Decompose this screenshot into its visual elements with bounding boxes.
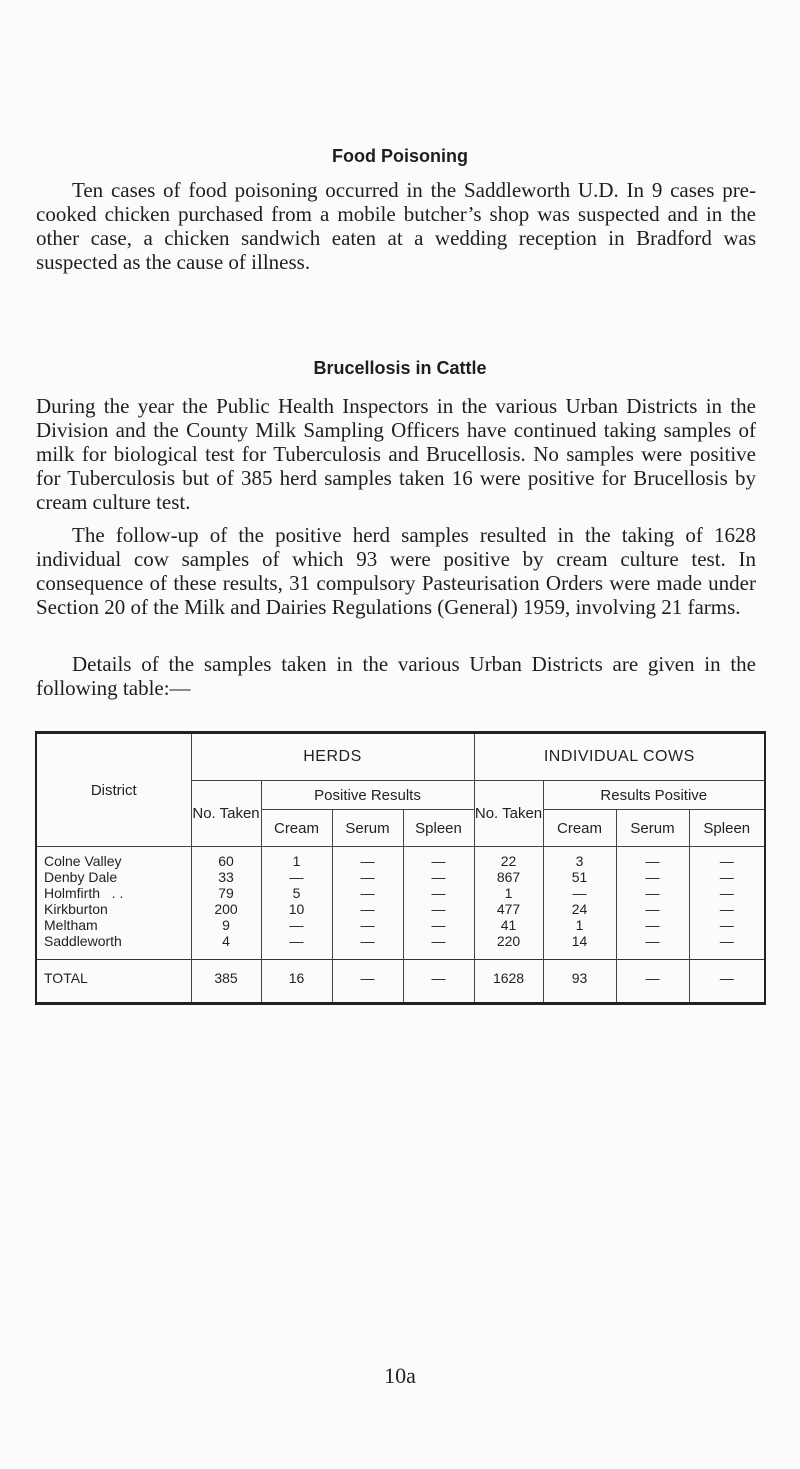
cows-spleen: — xyxy=(689,847,765,870)
district-name: Saddleworth xyxy=(36,933,191,960)
table-row xyxy=(36,847,765,870)
herds-cream: — xyxy=(261,869,332,885)
table-row xyxy=(36,933,765,960)
herds-cream: — xyxy=(261,917,332,933)
herds-spleen: — xyxy=(403,917,474,933)
brucellosis-paragraph-2: The follow-up of the positive herd samples resulted in the taking of 1628 individual cow samples of which 93 were positive by cream culture test. In consequence of these results, 31 compulsory Pasteurisation Orders were made under Section 20 of the Milk and Dairies Regulations (General) 1959, involving 21 farms. xyxy=(36,523,756,619)
total-herds-spleen: — xyxy=(403,960,474,1004)
herds-cream: 5 xyxy=(261,885,332,901)
cows-taken: 867 xyxy=(474,869,543,885)
cows-cream: — xyxy=(543,885,616,901)
cows-spleen-header: Spleen xyxy=(689,810,765,847)
cows-serum: — xyxy=(616,869,689,885)
food-poisoning-paragraph: Ten cases of food poisoning occurred in the Saddleworth U.D. In 9 cases pre-cooked chicken purchased from a mobile butcher’s shop was suspected and in the other case, a chicken sandwich eaten at a wedding reception in Bradford was suspected as the cause of illness. xyxy=(36,178,756,274)
samples-table xyxy=(35,731,766,1005)
herds-no-taken-header: No. Taken xyxy=(191,781,261,847)
herds-cream: 10 xyxy=(261,901,332,917)
cows-taken: 220 xyxy=(474,933,543,960)
table-row xyxy=(36,885,765,901)
herds-serum: — xyxy=(332,885,403,901)
table-row xyxy=(36,917,765,933)
cows-taken: 477 xyxy=(474,901,543,917)
brucellosis-paragraph-3: Details of the samples taken in the various Urban Districts are given in the following table:— xyxy=(36,652,756,700)
herds-spleen: — xyxy=(403,847,474,870)
herds-spleen: — xyxy=(403,933,474,960)
district-name: Holmfirth . . xyxy=(36,885,191,901)
herds-spleen: — xyxy=(403,901,474,917)
district-name: Denby Dale xyxy=(36,869,191,885)
total-cows-cream: 93 xyxy=(543,960,616,1004)
cows-spleen: — xyxy=(689,917,765,933)
individual-cows-header: INDIVIDUAL COWS xyxy=(474,733,765,781)
herds-serum: — xyxy=(332,901,403,917)
brucellosis-paragraph-1: During the year the Public Health Inspectors in the various Urban Districts in the Division and the County Milk Sampling Officers have continued taking samples of milk for biological test for Tuberculosis and Brucellosis. No samples were positive for Tuberculosis but of 385 herd samples taken 16 were positive for Brucellosis by cream culture test. xyxy=(36,394,756,514)
page-number: 10a xyxy=(384,1363,416,1388)
total-cows-spleen: — xyxy=(689,960,765,1004)
cows-results-positive-header: Results Positive xyxy=(543,781,765,810)
cows-serum-header: Serum xyxy=(616,810,689,847)
herds-cream: — xyxy=(261,933,332,960)
cows-serum: — xyxy=(616,933,689,960)
herds-serum: — xyxy=(332,869,403,885)
herds-spleen: — xyxy=(403,885,474,901)
cows-cream: 51 xyxy=(543,869,616,885)
herds-serum: — xyxy=(332,847,403,870)
herds-spleen: — xyxy=(403,869,474,885)
cows-spleen: — xyxy=(689,933,765,960)
district-name: Colne Valley xyxy=(36,847,191,870)
cows-serum: — xyxy=(616,917,689,933)
total-herds-taken: 385 xyxy=(191,960,261,1004)
cows-taken: 1 xyxy=(474,885,543,901)
herds-cream: 1 xyxy=(261,847,332,870)
total-herds-serum: — xyxy=(332,960,403,1004)
total-herds-cream: 16 xyxy=(261,960,332,1004)
district-name: Meltham xyxy=(36,917,191,933)
cows-cream: 3 xyxy=(543,847,616,870)
cows-cream: 14 xyxy=(543,933,616,960)
total-label: TOTAL xyxy=(36,960,191,1004)
food-poisoning-heading: Food Poisoning xyxy=(332,146,468,166)
herds-taken: 200 xyxy=(191,901,261,917)
brucellosis-heading: Brucellosis in Cattle xyxy=(313,358,487,378)
herds-serum: — xyxy=(332,917,403,933)
herds-serum: — xyxy=(332,933,403,960)
herds-taken: 33 xyxy=(191,869,261,885)
herds-taken: 79 xyxy=(191,885,261,901)
cows-spleen: — xyxy=(689,869,765,885)
cows-cream-header: Cream xyxy=(543,810,616,847)
herds-serum-header: Serum xyxy=(332,810,403,847)
cows-taken: 41 xyxy=(474,917,543,933)
cows-serum: — xyxy=(616,847,689,870)
district-header: District xyxy=(36,733,191,847)
district-name: Kirkburton xyxy=(36,901,191,917)
cows-cream: 24 xyxy=(543,901,616,917)
cows-cream: 1 xyxy=(543,917,616,933)
cows-serum: — xyxy=(616,901,689,917)
cows-spleen: — xyxy=(689,901,765,917)
herds-taken: 60 xyxy=(191,847,261,870)
herds-cream-header: Cream xyxy=(261,810,332,847)
total-row xyxy=(36,960,765,1004)
cows-spleen: — xyxy=(689,885,765,901)
herds-header: HERDS xyxy=(191,733,474,781)
cows-taken: 22 xyxy=(474,847,543,870)
cows-no-taken-header: No. Taken xyxy=(474,781,543,847)
herds-taken: 9 xyxy=(191,917,261,933)
herds-positive-results-header: Positive Results xyxy=(261,781,474,810)
table-row xyxy=(36,901,765,917)
herds-spleen-header: Spleen xyxy=(403,810,474,847)
table-row xyxy=(36,869,765,885)
total-cows-serum: — xyxy=(616,960,689,1004)
herds-taken: 4 xyxy=(191,933,261,960)
total-cows-taken: 1628 xyxy=(474,960,543,1004)
cows-serum: — xyxy=(616,885,689,901)
